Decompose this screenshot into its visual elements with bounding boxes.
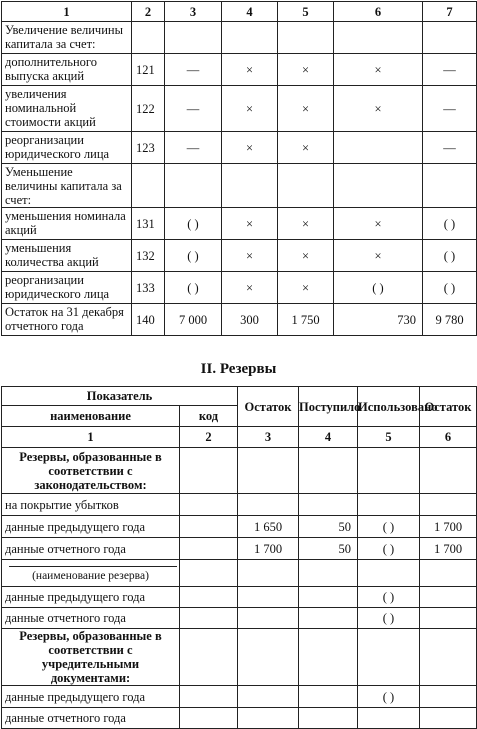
cell xyxy=(238,629,299,686)
cell: × xyxy=(222,132,278,164)
cell xyxy=(238,587,299,608)
table-row xyxy=(2,54,477,86)
table-row xyxy=(2,22,477,54)
row-label: данные предыдущего года xyxy=(2,686,180,708)
row-label: данные предыдущего года xyxy=(2,587,180,608)
cell xyxy=(299,686,358,708)
col-number: 5 xyxy=(358,427,420,448)
cell: × xyxy=(334,208,423,240)
cell: ( ) xyxy=(165,240,222,272)
cell: × xyxy=(334,240,423,272)
table-row xyxy=(2,516,477,538)
row-label: данные отчетного года xyxy=(2,538,180,560)
header-ispolzovano: Использовано xyxy=(358,387,420,427)
table-row xyxy=(2,272,477,304)
table-row xyxy=(2,240,477,272)
table-row xyxy=(2,132,477,164)
group-title: Резервы, образованные в соответствии с законодательством: xyxy=(2,448,180,494)
cell xyxy=(238,608,299,629)
table-row xyxy=(2,164,477,208)
cell xyxy=(238,494,299,516)
col-number: 1 xyxy=(2,427,180,448)
row-label: данные отчетного года xyxy=(2,608,180,629)
cell: 1 650 xyxy=(238,516,299,538)
cell xyxy=(420,629,477,686)
group-title: Резервы, образованные в соответствии с учредительными документами: xyxy=(2,629,180,686)
table-row xyxy=(2,208,477,240)
row-code: 123 xyxy=(132,132,165,164)
cell: ( ) xyxy=(423,272,477,304)
cell: × xyxy=(278,132,334,164)
table-row xyxy=(2,448,477,494)
cell xyxy=(358,494,420,516)
cell: × xyxy=(278,86,334,132)
cell xyxy=(420,494,477,516)
table-row xyxy=(2,304,477,336)
cell xyxy=(299,608,358,629)
cell xyxy=(238,686,299,708)
group-title: Увеличение величины капитала за счет: xyxy=(2,22,132,54)
cell: × xyxy=(334,86,423,132)
col-number: 6 xyxy=(334,2,423,22)
cell: × xyxy=(222,272,278,304)
cell: × xyxy=(278,272,334,304)
col-number: 2 xyxy=(180,427,238,448)
cell xyxy=(358,448,420,494)
cell: ( ) xyxy=(358,516,420,538)
header-ostatok: Остаток xyxy=(420,387,477,427)
cell: — xyxy=(165,132,222,164)
cell: ( ) xyxy=(358,686,420,708)
row-label: реорганизации юридического лица xyxy=(2,272,132,304)
cell xyxy=(299,708,358,729)
header-indicator: Показатель xyxy=(2,387,238,406)
cell: 730 xyxy=(334,304,423,336)
row-label: Остаток на 31 декабря отчетного года xyxy=(2,304,132,336)
header-postupilo: Поступило xyxy=(299,387,358,427)
cell xyxy=(420,608,477,629)
capital-table xyxy=(1,1,477,336)
table-row xyxy=(2,708,477,729)
cell xyxy=(420,448,477,494)
row-code: 132 xyxy=(132,240,165,272)
header-name: наименование xyxy=(2,406,180,427)
row-label: уменьшения количества акций xyxy=(2,240,132,272)
cell: ( ) xyxy=(165,272,222,304)
col-number: 5 xyxy=(278,2,334,22)
cell: × xyxy=(222,240,278,272)
cell: — xyxy=(165,54,222,86)
row-code: 133 xyxy=(132,272,165,304)
col-number: 1 xyxy=(2,2,132,22)
cell: ( ) xyxy=(358,608,420,629)
cell xyxy=(299,494,358,516)
cell: 1 700 xyxy=(420,538,477,560)
row-code: 122 xyxy=(132,86,165,132)
row-label: данные отчетного года xyxy=(2,708,180,729)
cell: 1 700 xyxy=(238,538,299,560)
table-row xyxy=(2,629,477,686)
reserves-table xyxy=(1,386,477,729)
cell: × xyxy=(278,240,334,272)
cell xyxy=(420,560,477,587)
col-number: 7 xyxy=(423,2,477,22)
table-row xyxy=(2,686,477,708)
cell xyxy=(420,686,477,708)
cell: ( ) xyxy=(358,538,420,560)
table-row xyxy=(2,608,477,629)
row-label: уменьшения номинала акций xyxy=(2,208,132,240)
cell: × xyxy=(278,208,334,240)
cell: 300 xyxy=(222,304,278,336)
cell: × xyxy=(222,86,278,132)
table-row xyxy=(2,560,477,587)
cell: × xyxy=(222,208,278,240)
cell xyxy=(358,560,420,587)
cell: 1 700 xyxy=(420,516,477,538)
row-code: 131 xyxy=(132,208,165,240)
cell xyxy=(299,629,358,686)
header-ostatok: Остаток xyxy=(238,387,299,427)
table-row xyxy=(2,587,477,608)
cell: — xyxy=(423,86,477,132)
cell: × xyxy=(334,54,423,86)
reserve-name-cell xyxy=(2,560,180,587)
cell xyxy=(299,587,358,608)
row-label: дополнительного выпуска акций xyxy=(2,54,132,86)
col-number: 6 xyxy=(420,427,477,448)
capital-table-header xyxy=(2,2,477,22)
cell: 7 000 xyxy=(165,304,222,336)
row-label: реорганизации юридического лица xyxy=(2,132,132,164)
row-label: (наименование резерва) xyxy=(32,569,149,582)
cell: 50 xyxy=(299,516,358,538)
table-row xyxy=(2,538,477,560)
cell: ( ) xyxy=(334,272,423,304)
cell xyxy=(420,708,477,729)
cell: 9 780 xyxy=(423,304,477,336)
table-row xyxy=(2,494,477,516)
section-title: II. Резервы xyxy=(200,361,277,377)
col-number: 3 xyxy=(238,427,299,448)
cell: ( ) xyxy=(165,208,222,240)
blank-line xyxy=(9,566,177,567)
cell xyxy=(420,587,477,608)
cell xyxy=(299,560,358,587)
cell: × xyxy=(278,54,334,86)
cell xyxy=(358,708,420,729)
cell xyxy=(358,629,420,686)
row-code: 140 xyxy=(132,304,165,336)
cell: × xyxy=(222,54,278,86)
row-label: на покрытие убытков xyxy=(2,494,180,516)
cell xyxy=(299,448,358,494)
cell xyxy=(334,132,423,164)
cell: — xyxy=(423,54,477,86)
cell: 1 750 xyxy=(278,304,334,336)
cell xyxy=(238,448,299,494)
cell: ( ) xyxy=(358,587,420,608)
header-code: код xyxy=(180,406,238,427)
cell: — xyxy=(423,132,477,164)
cell: — xyxy=(165,86,222,132)
cell: 50 xyxy=(299,538,358,560)
table-row xyxy=(2,86,477,132)
row-code: 121 xyxy=(132,54,165,86)
col-number: 4 xyxy=(299,427,358,448)
row-label: увеличения номинальной стоимости акций xyxy=(2,86,132,132)
cell: ( ) xyxy=(423,208,477,240)
row-label: данные предыдущего года xyxy=(2,516,180,538)
col-number: 4 xyxy=(222,2,278,22)
reserves-column-numbers xyxy=(2,427,477,448)
col-number: 3 xyxy=(165,2,222,22)
cell xyxy=(238,708,299,729)
group-title: Уменьшение величины капитала за счет: xyxy=(2,164,132,208)
col-number: 2 xyxy=(132,2,165,22)
cell xyxy=(238,560,299,587)
cell: ( ) xyxy=(423,240,477,272)
reserves-header xyxy=(2,387,477,406)
